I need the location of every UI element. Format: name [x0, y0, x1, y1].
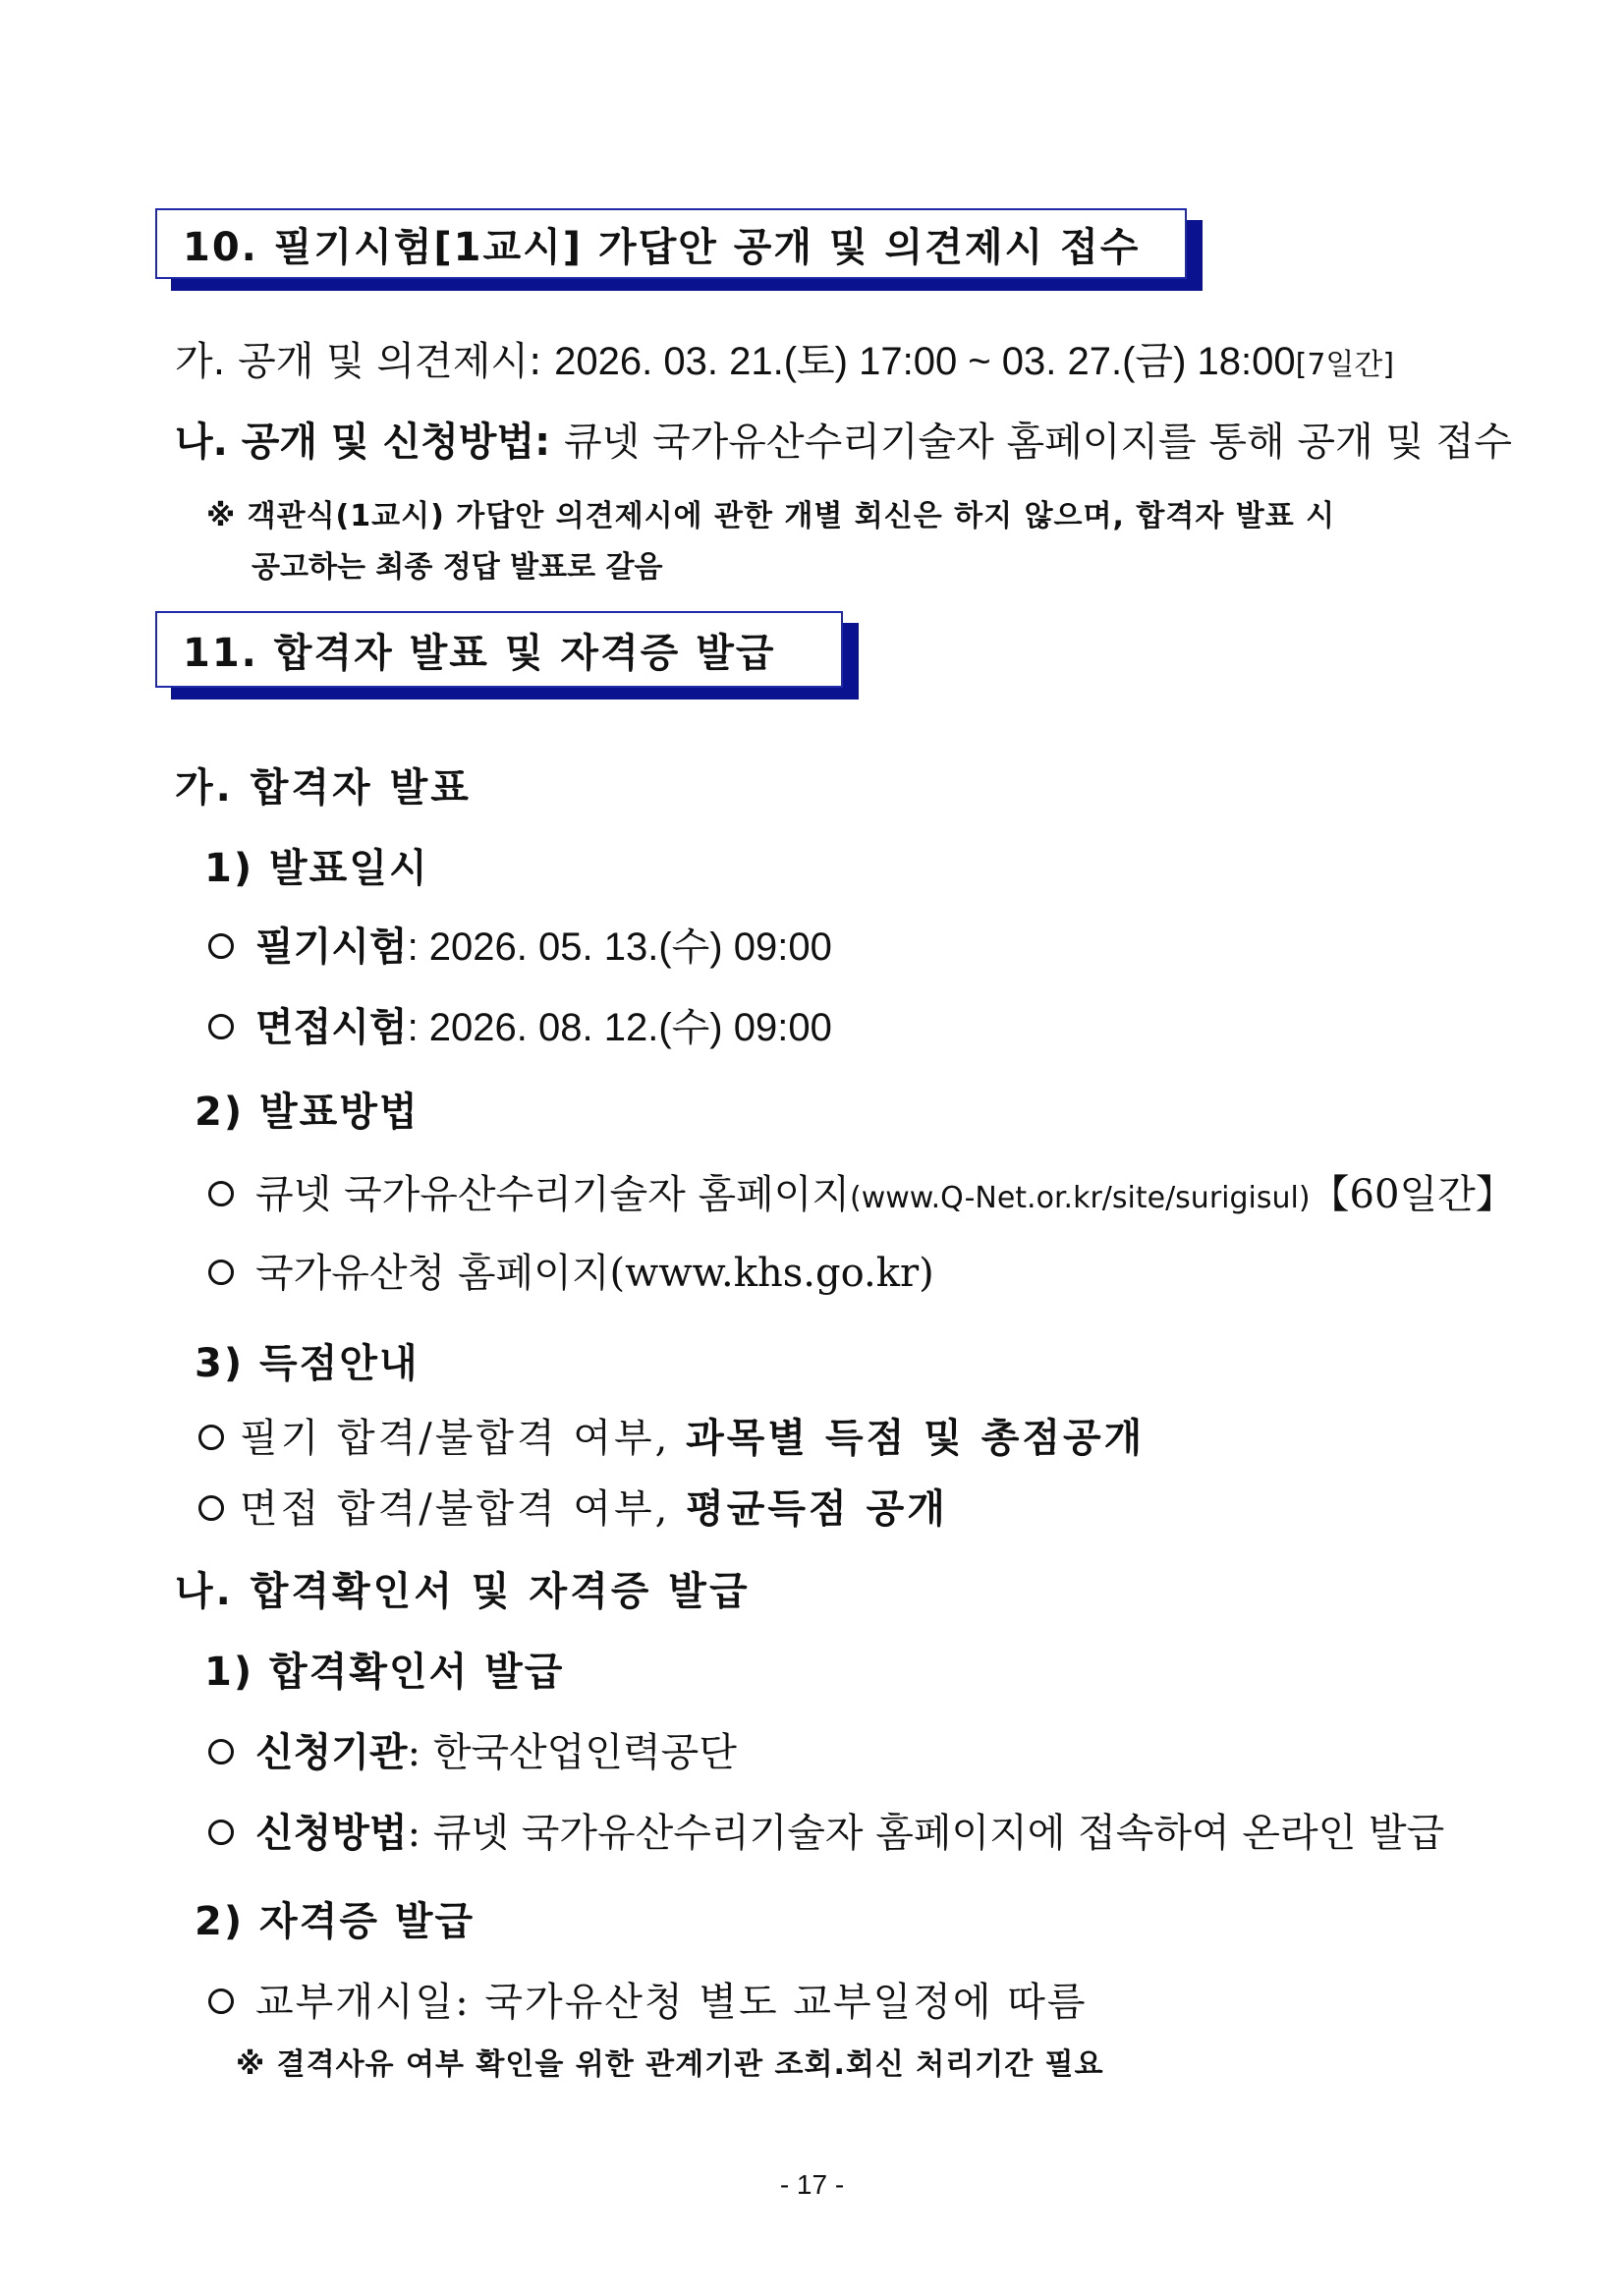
sec11-ga1-item2	[208, 996, 832, 1052]
sec11-ga2-item2-text: 국가유산청 홈페이지(www.khs.go.kr)	[255, 1251, 934, 1296]
sec11-na1-item1-value: : 한국산업인력공단	[407, 1730, 737, 1775]
sec11-na1-item2	[208, 1802, 1444, 1858]
sec10-item-b-value: 큐넷 국가유산수리기술자 홈페이지를 통해 공개 및 접수	[564, 420, 1513, 465]
sec11-ga1-item2-label: 면접시험	[255, 1005, 408, 1050]
sec11-na2-heading: 2) 자격증 발급	[195, 1899, 476, 1944]
sec10-item-a-value: 2026. 03. 21.(토) 17:00 ~ 03. 27.(금) 18:00	[554, 340, 1296, 383]
sec11-ga2-item2	[208, 1242, 934, 1298]
section-10-title: 10. 필기시험[1교시] 가답안 공개 및 의견제시 접수	[183, 224, 1141, 270]
sec11-ga2-heading: 2) 발표방법	[195, 1090, 420, 1135]
circle-bullet-icon	[198, 1425, 224, 1450]
circle-bullet-icon	[198, 1495, 224, 1521]
sec10-item-a-suffix: [7일간]	[1295, 348, 1395, 382]
sec11-na2-item1-text: 교부개시일: 국가유산청 별도 교부일정에 따름	[255, 1980, 1088, 2025]
sec11-ga3-item1-plain: 필기 합격/불합격 여부,	[240, 1416, 687, 1461]
sec11-ga3-heading: 3) 득점안내	[195, 1341, 420, 1386]
circle-bullet-icon	[208, 1988, 234, 2014]
page-number: - 17 -	[779, 2169, 845, 2200]
section-11-title: 11. 합격자 발표 및 자격증 발급	[183, 630, 776, 676]
sec11-na2-note: ※ 결격사유 여부 확인을 위한 관계기관 조회.회신 처리기간 필요	[236, 2047, 1104, 2082]
sec11-na1-item1	[208, 1721, 737, 1777]
sec11-na1-heading: 1) 합격확인서 발급	[204, 1650, 565, 1695]
circle-bullet-icon	[208, 1820, 234, 1845]
sec11-ga1-item1-value: : 2026. 05. 13.(수) 09:00	[407, 925, 832, 969]
circle-bullet-icon	[208, 1014, 234, 1039]
circle-bullet-icon	[208, 933, 234, 959]
section-11-title-box	[155, 611, 843, 688]
circle-bullet-icon	[208, 1181, 234, 1206]
sec11-ga2-item1-suffix: 【60일간】	[1310, 1172, 1515, 1217]
sec11-ga3-item1-bold: 과목별 득점 및 총점공개	[686, 1416, 1146, 1461]
sec11-na2-item1	[208, 1971, 1088, 2027]
sec10-item-b	[175, 411, 1512, 467]
sec10-item-a-label: 가. 공개 및 의견제시:	[175, 339, 555, 384]
sec10-note-line1: ※ 객관식(1교시) 가답안 의견제시에 관한 개별 회신은 하지 않으며, 합격자 발표 시	[206, 499, 1336, 533]
circle-bullet-icon	[208, 1739, 234, 1764]
section-10-title-box	[155, 208, 1187, 279]
sec11-ga1-item2-value: : 2026. 08. 12.(수) 09:00	[407, 1006, 832, 1049]
sec11-ga2-item1	[208, 1163, 1515, 1219]
sec11-na1-item2-label: 신청방법	[255, 1811, 408, 1856]
sec11-na1-item1-label: 신청기관	[255, 1730, 408, 1775]
sec11-ga3-item2-bold: 평균득점 공개	[686, 1486, 948, 1532]
sec10-item-a	[175, 330, 1394, 386]
sec10-item-b-label: 나. 공개 및 신청방법:	[175, 420, 565, 465]
sec11-na1-item2-value: : 큐넷 국가유산수리기술자 홈페이지에 접속하여 온라인 발급	[407, 1811, 1445, 1856]
sec11-ga2-item1-url: (www.Q-Net.or.kr/site/surigisul)	[850, 1181, 1311, 1215]
sec11-ga3-item2-plain: 면접 합격/불합격 여부,	[240, 1486, 687, 1532]
sec11-ga1-heading: 1) 발표일시	[204, 846, 429, 891]
sec11-ga1-item1	[208, 916, 832, 972]
sec11-ga3-item1	[198, 1407, 1145, 1463]
sec11-ga-heading: 가. 합격자 발표	[175, 765, 472, 811]
sec11-na-heading: 나. 합격확인서 및 자격증 발급	[175, 1569, 751, 1614]
sec11-ga1-item1-label: 필기시험	[255, 924, 408, 970]
sec11-ga3-item2	[198, 1478, 948, 1534]
sec10-note-line2: 공고하는 최종 정답 발표로 갈음	[252, 550, 663, 585]
sec11-ga2-item1-text: 큐넷 국가유산수리기술자 홈페이지	[255, 1172, 851, 1217]
circle-bullet-icon	[208, 1260, 234, 1285]
